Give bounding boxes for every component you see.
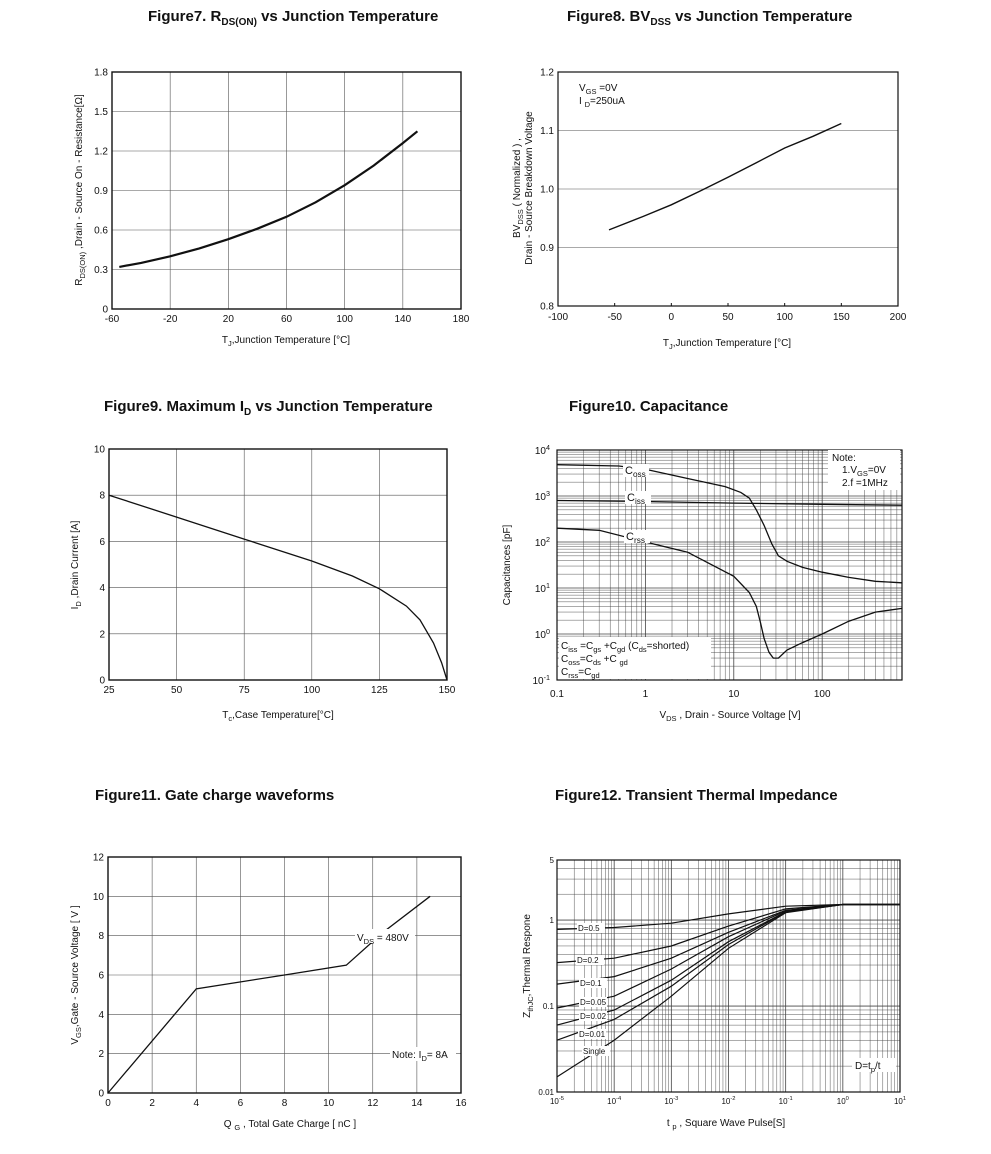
fig12-duty-label: $D=t_p/t$ xyxy=(855,1061,881,1074)
fig12-xlabel: t $_p$ , Square Wave Pulse[S] xyxy=(666,1118,786,1131)
fig10-formula-ciss: $C_{iss} =C_{gs} +C_{gd}$ $(C_{ds}=shorted)$ xyxy=(561,641,690,654)
fig7-xtick-label: -20 xyxy=(162,314,178,325)
fig12-xtick-label: $10^{-5}$ xyxy=(549,1096,565,1106)
fig11-ytick-label: 6 xyxy=(98,970,104,982)
fig12-curve-label: D=0.1 xyxy=(580,979,602,988)
fig11-xtick-label: 2 xyxy=(149,1098,155,1109)
fig9-ytick-label: 10 xyxy=(93,444,105,456)
fig8-ytick-label: 0.8 xyxy=(540,301,554,313)
fig10-note-vgs: $1.V_{GS}=0V$ xyxy=(842,465,886,478)
fig7-xtick-label: 20 xyxy=(222,314,234,325)
fig8-xtick-label: 200 xyxy=(889,312,907,323)
fig8-note-vgs: $V_{GS} =0V$ xyxy=(579,83,618,96)
fig7-xtick-label: 180 xyxy=(452,314,470,325)
fig10-xtick-label: 1 xyxy=(642,689,649,700)
fig12-xtick-label: $10^{-3}$ xyxy=(664,1096,679,1106)
fig12-curve-label: D=0.5 xyxy=(578,924,600,933)
fig11-xtick-label: 8 xyxy=(281,1098,288,1109)
fig7-xtick-label: 100 xyxy=(336,314,354,325)
fig12-curve-label: Single xyxy=(583,1047,606,1056)
fig8-xtick-label: 0 xyxy=(668,312,675,323)
fig8-xtick-label: -100 xyxy=(547,312,569,323)
fig10-xlabel: $V_{DS}$ , Drain - Source Voltage [V] xyxy=(659,710,801,723)
fig7-ytick-label: 1.2 xyxy=(94,146,108,158)
fig10-curve-label-oss: $C_{oss}$ xyxy=(625,465,646,479)
fig10-ytick-label: $10^2$ xyxy=(534,535,550,549)
fig9-xtick-label: 75 xyxy=(238,685,250,696)
fig10-curve-label-rss: $C_{rss}$ xyxy=(626,531,645,545)
fig12-xtick-label: $10^0$ xyxy=(836,1096,849,1106)
fig12-ytick-label: 0.01 xyxy=(538,1088,554,1097)
fig11-ytick-label: 10 xyxy=(92,891,104,903)
fig9-ytick-label: 2 xyxy=(99,629,105,641)
fig12-xtick-label: $10^{-1}$ xyxy=(778,1096,793,1106)
fig10-curve-label-iss: $C_{iss}$ xyxy=(627,492,646,506)
fig7-ytick-label: 0.6 xyxy=(94,225,108,237)
fig9-plot-frame xyxy=(109,449,447,680)
fig8-xtick-label: 100 xyxy=(776,312,794,323)
fig9-xtick-label: 50 xyxy=(171,685,183,696)
fig8-bvdss-line xyxy=(609,124,841,230)
fig8-title: Figure8. $BV_{DSS}$ vs Junction Temperature xyxy=(567,8,853,28)
fig12-curve-label: D=0.01 xyxy=(579,1030,606,1039)
fig8-ytick-label: 1.0 xyxy=(540,184,554,196)
fig9-xtick-label: 125 xyxy=(371,685,388,696)
fig10-xtick-label: 100 xyxy=(813,689,831,700)
fig7-xtick-label: -60 xyxy=(104,314,120,325)
fig12-ytick-label: 5 xyxy=(549,856,554,865)
fig9-xtick-label: 25 xyxy=(103,685,115,696)
fig8-ytick-label: 0.9 xyxy=(540,243,554,254)
fig10-ylabel: Capacitances [pF] xyxy=(502,524,513,606)
fig12-curve-label: D=0.02 xyxy=(580,1012,607,1021)
fig12-ylabel: $Z_{thJC},Thermal$ Respone xyxy=(522,914,535,1018)
fig11-ytick-label: 4 xyxy=(98,1009,104,1021)
fig11-xtick-label: 12 xyxy=(367,1098,379,1109)
fig12-xtick-label: $10^{-4}$ xyxy=(607,1096,622,1106)
fig7-title: Figure7. $R_{DS(ON)}$ vs Junction Temperature xyxy=(148,8,439,28)
fig8-ylabel-2: Drain - Source Breakdown Voltage xyxy=(524,111,535,265)
fig9-xtick-label: 100 xyxy=(303,685,321,696)
fig9-ytick-label: 6 xyxy=(99,536,105,548)
fig7-ylabel: $R_{DS(ON)}$ ,Drain - Source On - Resistance[Ω] xyxy=(74,94,87,286)
fig11-vds-label: $V_{DS} = 480V$ xyxy=(357,933,409,946)
fig11-title: Figure11. Gate charge waveforms xyxy=(95,787,335,804)
fig7-xlabel: $T_J,Junction$ Temperature [°C] xyxy=(221,335,351,348)
fig12-curve-label: D=0.05 xyxy=(580,998,607,1007)
fig10-ytick-label: $10^3$ xyxy=(534,489,550,503)
fig11-xtick-label: 0 xyxy=(105,1098,111,1109)
fig11-xtick-label: 10 xyxy=(323,1098,335,1109)
fig11-vgs-line xyxy=(108,896,430,1093)
fig9-xtick-label: 150 xyxy=(438,685,456,696)
fig8-ytick-label: 1.1 xyxy=(540,126,554,137)
fig11-xtick-label: 14 xyxy=(411,1098,423,1109)
fig10-title: Figure10. Capacitance xyxy=(569,398,729,415)
fig10-ytick-label: $10^1$ xyxy=(534,581,550,595)
fig11-ytick-label: 2 xyxy=(98,1049,104,1061)
fig12-xtick-label: $10^{-2}$ xyxy=(721,1096,736,1106)
fig10-ytick-label: $10^0$ xyxy=(534,627,550,641)
fig7-rdson-line xyxy=(119,131,417,267)
fig10-formula-coss: $C_{oss}=C_{ds} +C$ $_{gd}$ xyxy=(561,654,628,667)
fig7-xtick-label: 140 xyxy=(394,314,412,325)
fig9-ytick-label: 8 xyxy=(99,490,105,502)
fig9-xlabel: $T_c,Case$ Temperature[°C] xyxy=(222,710,334,723)
fig10-xtick-label: 10 xyxy=(728,689,740,700)
fig7-ytick-label: 0.3 xyxy=(94,265,108,276)
fig11-note-label: Note: $I_D= 8A$ xyxy=(392,1050,448,1063)
fig11-ytick-label: 12 xyxy=(92,852,104,864)
fig10-ciss-line xyxy=(557,501,902,506)
fig8-note-id: I $_D$=250uA xyxy=(579,96,625,109)
fig12-title: Figure12. Transient Thermal Impedance xyxy=(555,787,838,804)
fig11-ytick-label: 8 xyxy=(98,931,104,943)
fig9-ytick-label: 0 xyxy=(99,675,105,687)
fig11-xtick-label: 6 xyxy=(237,1098,244,1109)
fig8-ytick-label: 1.2 xyxy=(540,67,554,79)
fig10-xtick-label: 0.1 xyxy=(550,689,564,700)
fig7-ytick-label: 0 xyxy=(102,304,108,316)
fig12-ytick-label: 1 xyxy=(549,916,554,926)
fig7-xtick-label: 60 xyxy=(280,314,293,325)
fig9-ytick-label: 4 xyxy=(99,583,105,595)
fig11-xlabel: Q $_G$ , Total Gate Charge [ nC ] xyxy=(223,1119,357,1132)
fig9-title: Figure9. Maximum $I_D$ vs Junction Temperature xyxy=(104,398,433,418)
fig8-ylabel-1: $BV_{DSS}$ ( Normalized ) , xyxy=(512,138,525,238)
fig11-xtick-label: 4 xyxy=(193,1098,200,1109)
fig11-ytick-label: 0 xyxy=(98,1088,104,1100)
fig10-note-title: Note: xyxy=(832,453,856,464)
fig7-ytick-label: 0.9 xyxy=(94,186,108,197)
fig9-ylabel: $I_D$ ,Drain Current [A] xyxy=(70,520,83,610)
fig8-xtick-label: 150 xyxy=(832,312,850,323)
fig11-xtick-label: 16 xyxy=(455,1098,467,1109)
fig11-ylabel: $V_{GS},Gate$ - Source Voltage [ V ] xyxy=(70,905,83,1045)
fig8-xlabel: $T_J,Junction$ Temperature [°C] xyxy=(662,338,792,351)
fig12-curve-label: D=0.2 xyxy=(577,956,599,965)
fig7-ytick-label: 1.8 xyxy=(94,67,108,79)
fig12-ytick-label: 0.1 xyxy=(542,1002,554,1012)
fig10-ytick-label: $10^{-1}$ xyxy=(532,673,550,687)
fig10-note-freq: 2.f =1MHz xyxy=(842,478,888,489)
fig10-formula-crss: $C_{rss}=C_{gd}$ xyxy=(561,667,600,680)
fig7-ytick-label: 1.5 xyxy=(94,107,108,118)
fig12-xtick-label: $10^1$ xyxy=(893,1096,907,1106)
fig8-xtick-label: -50 xyxy=(607,312,622,323)
fig8-xtick-label: 50 xyxy=(722,312,734,323)
fig10-ytick-label: $10^4$ xyxy=(534,443,550,457)
